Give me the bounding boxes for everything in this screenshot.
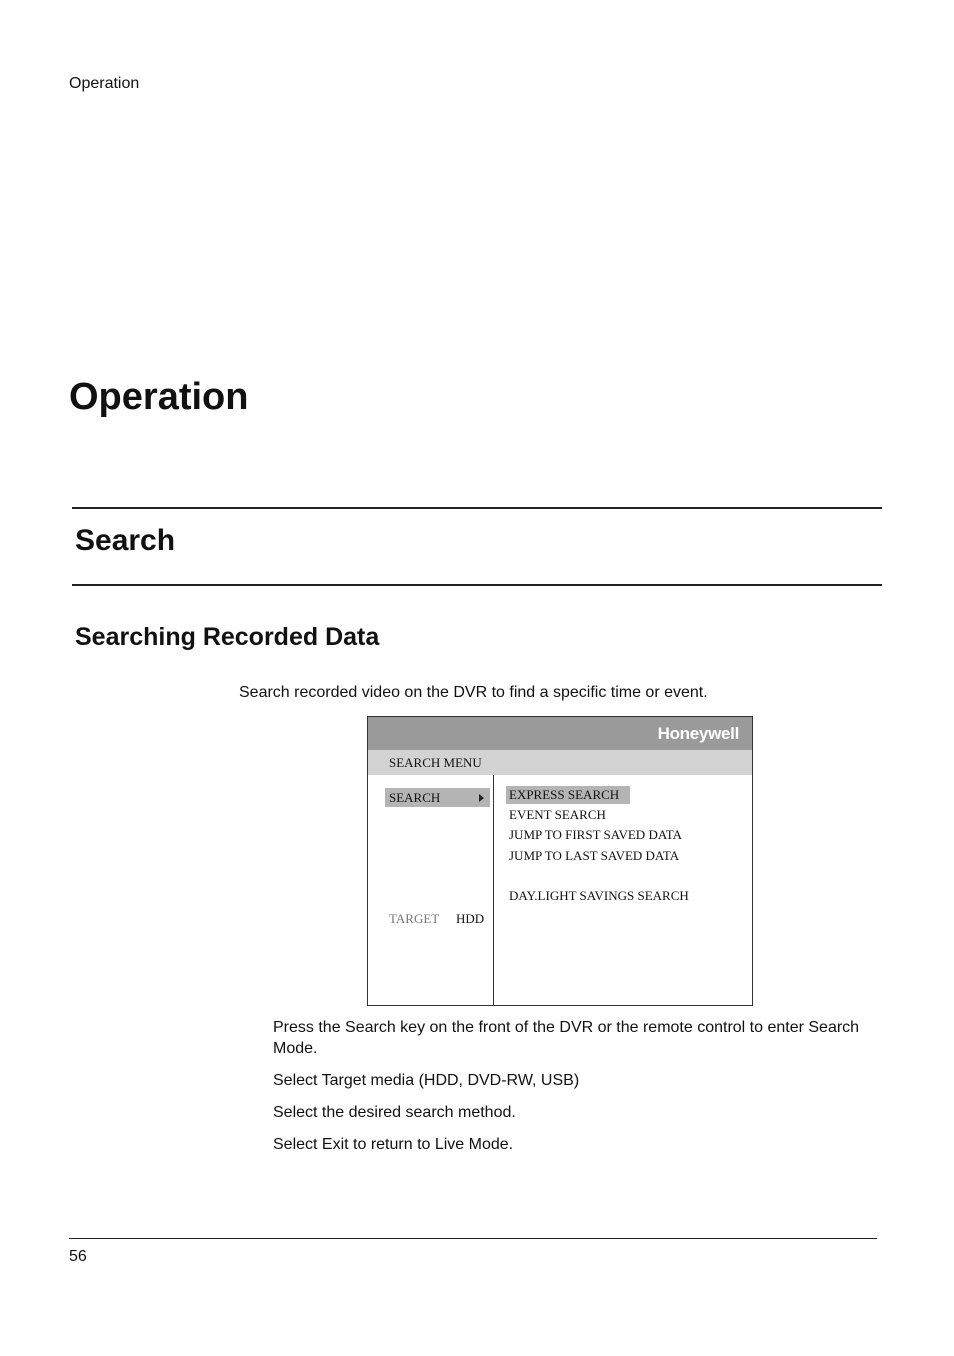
dvr-title-bar (368, 717, 752, 750)
intro-text: Search recorded video on the DVR to find a specific time or event. (239, 684, 708, 701)
target-label: TARGET (389, 911, 440, 926)
target-value[interactable]: HDD (456, 911, 485, 926)
step-3: Select the desired search method. (273, 1104, 516, 1121)
subsection-title: Searching Recorded Data (75, 623, 380, 651)
option-express-search[interactable]: EXPRESS SEARCH (506, 786, 630, 804)
honeywell-logo: Honeywell (657, 724, 739, 743)
option-event-search[interactable]: EVENT SEARCH (509, 807, 606, 822)
step-2: Select Target media (HDD, DVD-RW, USB) (273, 1072, 580, 1089)
arrow-right-icon (479, 794, 484, 802)
menu-title: SEARCH MENU (389, 755, 482, 770)
step-1: Press the Search key on the front of the DVR or the remote control to enter Search Mode. (273, 1019, 860, 1057)
page-number: 56 (69, 1248, 87, 1265)
dvr-search-menu-screenshot (367, 716, 753, 1006)
running-header: Operation (69, 75, 140, 92)
section-rule-bottom (72, 584, 882, 586)
search-menu-item[interactable] (385, 788, 490, 807)
section-title: Search (75, 524, 176, 557)
option-jump-last[interactable]: JUMP TO LAST SAVED DATA (509, 848, 680, 863)
chapter-title: Operation (69, 376, 249, 418)
menu-divider (493, 775, 494, 1005)
section-rule-top (72, 507, 882, 509)
search-menu-item-label: SEARCH (389, 790, 441, 805)
option-jump-first[interactable]: JUMP TO FIRST SAVED DATA (509, 827, 683, 842)
footer-rule (69, 1238, 877, 1239)
dvr-menu-bar (368, 750, 752, 775)
step-4: Select Exit to return to Live Mode. (273, 1136, 514, 1153)
option-daylight-savings-search[interactable]: DAY.LIGHT SAVINGS SEARCH (509, 888, 689, 903)
